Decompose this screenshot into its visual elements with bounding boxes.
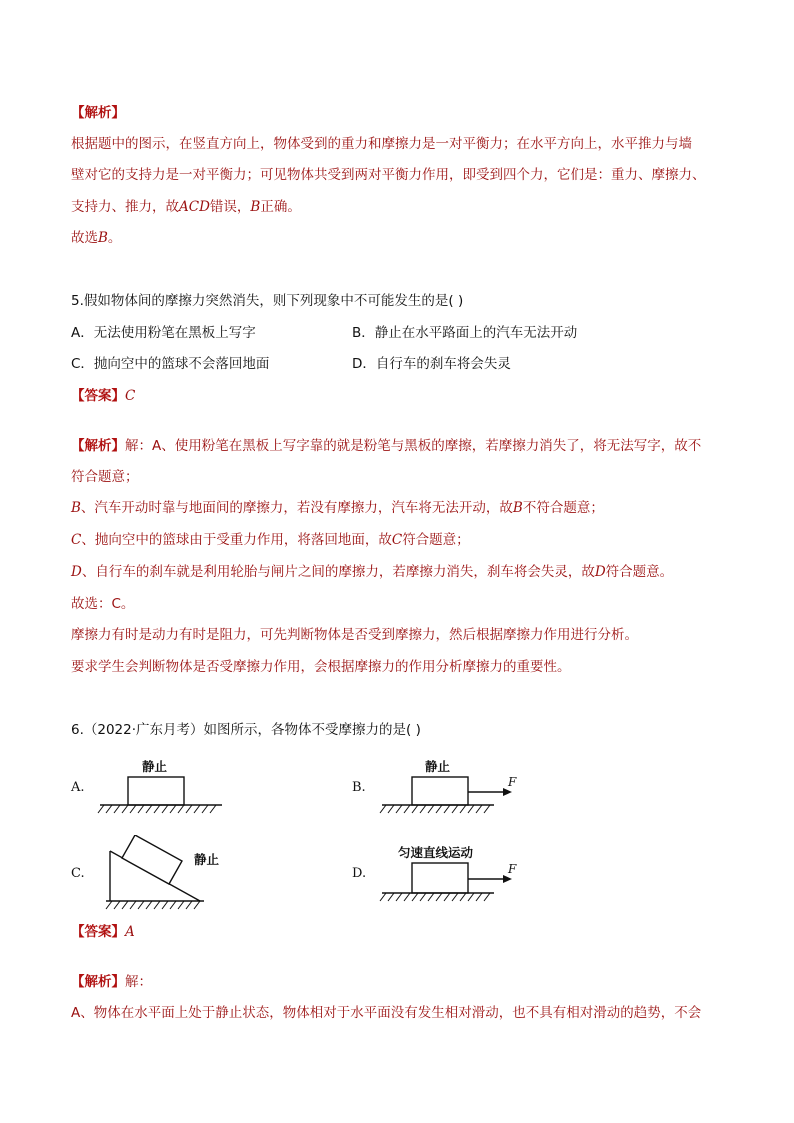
figure-label-c: C.: [71, 866, 85, 881]
figure-label-b: B.: [352, 780, 366, 795]
analysis-tag: 【解析】: [71, 105, 125, 121]
analysis-line: [71, 498, 604, 518]
text-segment: 不符合题意；: [522, 500, 604, 516]
figure-d-moving-block-with-force: [378, 843, 528, 908]
option-letter: D: [71, 564, 82, 580]
answer-tag: 【答案】: [71, 388, 125, 404]
option-b: B．静止在水平路面上的汽车无法开动: [352, 325, 578, 341]
option-a: A．无法使用粉笔在黑板上写字: [71, 325, 256, 341]
figure-a-block-on-surface: [96, 755, 226, 820]
analysis-line: [71, 972, 152, 992]
text-segment: 错误，: [209, 199, 251, 215]
answer-tag: 【答案】: [71, 924, 125, 940]
text-segment: 支持力、推力，故: [71, 199, 179, 215]
text-segment: 、汽车开动时靠与地面间的摩擦力，若没有摩擦力，汽车将无法开动，故: [80, 500, 513, 516]
answer-line: [71, 386, 135, 406]
analysis-text: 解：A、使用粉笔在黑板上写字靠的就是粉笔与黑板的摩擦，若摩擦力消失了，将无法写字，故不: [125, 438, 702, 454]
answer-line: [71, 922, 135, 942]
figure-b-block-with-force: [378, 755, 528, 820]
text-segment: 符合题意。: [605, 564, 674, 580]
figure-label-d: D.: [352, 866, 367, 881]
option-letter: B: [71, 500, 81, 516]
figure-c-block-on-incline: [96, 835, 236, 915]
text-segment: 符合题意；: [402, 532, 470, 548]
analysis-line: [71, 197, 301, 217]
analysis-line: [71, 436, 701, 456]
state-label: 匀速直线运动: [398, 845, 474, 860]
question-stem: 5.假如物体间的摩擦力突然消失，则下列现象中不可能发生的是( ): [71, 293, 464, 309]
text-segment: 、自行车的刹车就是利用轮胎与闸片之间的摩擦力，若摩擦力消失，刹车将会失灵，故: [81, 564, 595, 580]
option-letter: C: [391, 532, 403, 548]
analysis-tag: 【解析】: [71, 438, 125, 454]
text-segment: 故选: [71, 230, 98, 246]
text-segment: 。: [107, 230, 122, 246]
force-label: F: [508, 775, 517, 789]
option-c: C．抛向空中的篮球不会落回地面: [71, 356, 270, 372]
text-segment: 正确。: [260, 199, 301, 215]
figure-label-a: A.: [71, 780, 85, 795]
option-letter: B: [250, 199, 261, 215]
option-letter: ACD: [179, 199, 210, 215]
state-label: 静止: [425, 759, 451, 774]
state-label: 静止: [194, 852, 220, 867]
analysis-line: 符合题意；: [71, 469, 139, 485]
answer-value: A: [125, 924, 135, 940]
analysis-line: [71, 228, 121, 248]
analysis-line: 壁对它的支持力是一对平衡力；可见物体共受到两对平衡力作用，即受到四个力，它们是：重力、摩擦力、: [71, 167, 706, 183]
analysis-line: [71, 562, 673, 582]
analysis-line: [71, 530, 470, 550]
text-segment: 、抛向空中的篮球由于受重力作用，将落回地面，故: [81, 532, 392, 548]
analysis-line: 故选：C。: [71, 596, 135, 612]
option-letter: B: [512, 500, 523, 516]
option-d: D．自行车的刹车将会失灵: [352, 356, 511, 372]
question-stem: 6.（2022·广东月考）如图所示，各物体不受摩擦力的是( ): [71, 722, 421, 738]
option-letter: C: [71, 532, 82, 548]
option-letter: D: [594, 564, 606, 580]
state-label: 静止: [142, 759, 168, 774]
analysis-tag: 【解析】: [71, 974, 125, 990]
option-letter: B: [98, 230, 108, 246]
answer-value: C: [125, 388, 136, 404]
analysis-line: 要求学生会判断物体是否受摩擦力作用，会根据摩擦力的作用分析摩擦力的重要性。: [71, 659, 571, 675]
analysis-line: 根据题中的图示，在竖直方向上，物体受到的重力和摩擦力是一对平衡力；在水平方向上，水平推力与墙: [71, 136, 692, 152]
analysis-line: 摩擦力有时是动力有时是阻力，可先判断物体是否受到摩擦力，然后根据摩擦力作用进行分析。: [71, 627, 638, 643]
force-label: F: [508, 862, 517, 876]
analysis-text: 解：: [125, 974, 152, 990]
analysis-line: A、物体在水平面上处于静止状态，物体相对于水平面没有发生相对滑动，也不具有相对滑动的趋势，不会: [71, 1005, 702, 1021]
